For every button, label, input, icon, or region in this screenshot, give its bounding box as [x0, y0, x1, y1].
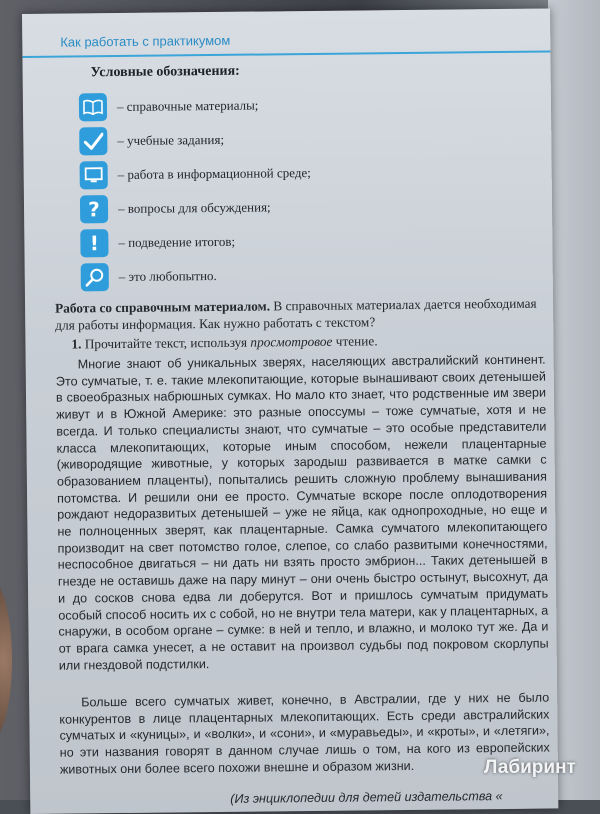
task-instruction — [71, 331, 541, 353]
labirint-watermark: Лабиринт — [484, 757, 576, 779]
legend-item-label: – справочные материалы; — [117, 98, 259, 115]
reference-intro-heading: Работа со справочным материалом. — [55, 298, 270, 315]
legend-item-discussion — [80, 191, 500, 223]
magnifier-icon — [81, 263, 109, 291]
legend-item-reference — [79, 89, 499, 121]
body-paragraph: Многие знают об уникальных зверях, населяющих австралийский континент. Это сумчатые, т. е. такие млекопитающие, которые вынашивают своих детенышей в своеобразных набрюшных сумках. Но мало кто знает, что родственные им звери живут и в Южной Америке: это разные опоссумы – тоже сумчатые, хотя и не всегда. И только специалисты знают, что сумчатые – это особые представители класса млекопитающих, которые иным способом, нежели плацентарные (живородящие животные, у которых зародыш развивается в матке самки с образованием плаценты), попытались решить сложную проблему вынашивания потомства. И решили они ее просто. Сумчатые вскоре после оплодотворения рождают недоразвитых детенышей – уже не яйца, как однопроходные, но еще и не полноценных зверят, как плацентарные. Самка сумчатого млекопитающего производит на свет потомство голое, слепое, со слабо развитыми конечностями, неспособное двигаться – ни дать ни взять просто эмбрион... Таких детенышей в гнезде не оставишь даже на пару минут – они очень быстро остынут, высохнут, да и до сосков снова едва ли доберутся. Вот и пришлось сумчатым придумать особый способ носить их с собой, но не внутри тела матери, как у плацентарных, а снаружи, в особом органе – сумке: в ней и тепло, и влажно, и молоко тут же. Да и от врага самка унесет, а не оставит на произвол судьбы под покровом скорлупы или гнездовой подстилки. — [56, 352, 549, 674]
monitor-icon — [80, 161, 108, 189]
page-header — [22, 26, 550, 58]
book-icon — [79, 93, 107, 121]
book-page — [22, 8, 558, 813]
checkmark-icon — [79, 127, 107, 155]
legend-item-curious — [81, 259, 501, 291]
legend-title: Условные обозначения: — [91, 64, 240, 82]
legend-item-info-environment — [80, 157, 500, 189]
legend-item-tasks — [79, 123, 499, 155]
legend-item-summary — [80, 225, 500, 257]
reference-intro-text: В справочных материалах дается необходимая для работы информация. Как нужно работать с текстом? — [55, 296, 537, 333]
legend-item-label: – учебные задания; — [117, 132, 224, 149]
task-text-after: чтение. — [332, 333, 377, 348]
legend-item-label: – это любопытно. — [119, 268, 217, 285]
page-header-title: Как работать с практикумом — [60, 33, 230, 50]
task-text-italic: просмотровое — [250, 334, 332, 350]
question-icon: ? — [80, 195, 108, 223]
task-text-before: Прочитайте текст, используя — [81, 335, 250, 352]
legend-item-label: – вопросы для обсуждения; — [118, 199, 271, 217]
legend-item-label: – работа в информационной среде; — [118, 165, 311, 183]
source-citation: (Из энциклопедии для детей издательства « — [230, 789, 503, 806]
reference-intro — [55, 295, 545, 334]
legend-item-label: – подведение итогов; — [118, 234, 235, 251]
body-paragraph: Больше всего сумчатых живет, конечно, в Австралии, где у них не было конкурентов в лице плацентарных млекопитающих. Есть среди австралийских сумчатых и «куницы», и «волки», и «сони», и «муравьеды», и «кроты», и «летяги», но эти названия говорят в данном случае лишь о том, на кого из европейских животных они более всего похожи внешне и образом жизни. — [59, 690, 550, 779]
task-number: 1. — [71, 336, 81, 351]
exclamation-icon: ! — [80, 229, 108, 257]
